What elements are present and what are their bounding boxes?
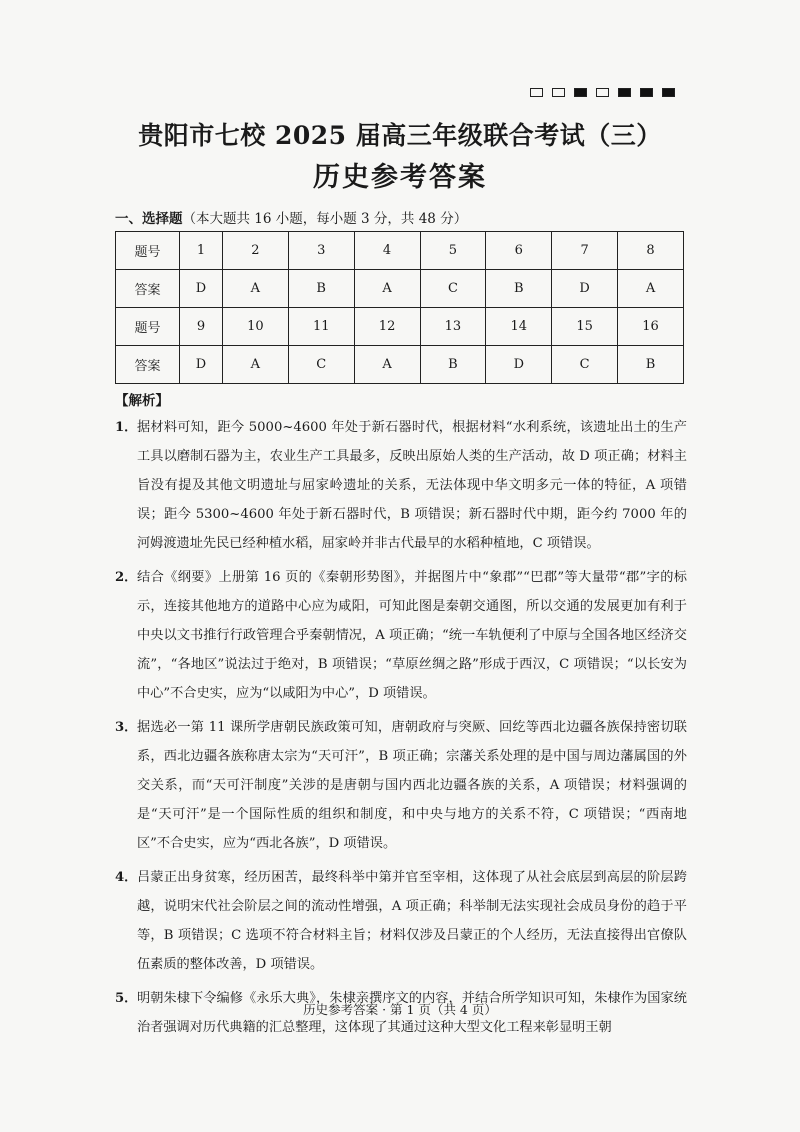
table-row — [116, 308, 684, 346]
analysis-item — [115, 863, 687, 979]
section-prefix: 一、选择题 — [115, 211, 183, 227]
table-cell: 13 — [420, 308, 486, 346]
table-cell: 11 — [288, 308, 354, 346]
analysis-item — [115, 713, 687, 858]
table-row — [116, 232, 684, 270]
item-text: 据选必一第 11 课所学唐朝民族政策可知，唐朝政府与突厥、回纥等西北边疆各族保持密切联系，西北边疆各族称唐太宗为“天可汗”，B 项正确；宗藩关系处理的是中国与周边藩属国的外交关系，而“天可汗制度”关涉的是唐朝与国内西北边疆各族的关系，A 项错误；材料强调的是“天可汗”是一个国际性质的组织和制度，和中央与地方的关系不符，C 项错误；“西南地区”不合史实，应为“西北各族”，D 项错误。 — [137, 720, 687, 851]
answer-table — [115, 231, 684, 384]
table-cell: 3 — [288, 232, 354, 270]
item-number: 3． — [115, 720, 138, 735]
table-cell: D — [552, 270, 618, 308]
table-cell: 1 — [180, 232, 223, 270]
table-cell: 15 — [552, 308, 618, 346]
item-number: 2． — [115, 570, 138, 585]
table-cell: A — [354, 346, 420, 384]
row-label: 答案 — [116, 346, 180, 384]
table-cell: B — [618, 346, 684, 384]
table-cell: A — [222, 346, 288, 384]
page-title: 历史参考答案 — [313, 162, 487, 193]
section-heading — [115, 207, 467, 227]
row-label: 答案 — [116, 270, 180, 308]
table-cell: 7 — [552, 232, 618, 270]
item-text: 结合《纲要》上册第 16 页的《秦朝形势图》，并据图片中“象郡”“巴郡”等大量带“郡”字的标示，连接其他地方的道路中心应为咸阳，可知此图是秦朝交通图，所以交通的发展更加有利于中央以文书推行行政管理合乎秦朝情况，A 项正确；“统一车轨便利了中原与全国各地区经济交流”，“各地区”说法过于绝对，B 项错误；“草原丝绸之路”形成于西汉，C 项错误；“以长安为中心”不合史实，应为“以咸阳为中心”，D 项错误。 — [137, 570, 687, 701]
corner-code-marks — [530, 88, 675, 97]
table-cell: C — [420, 270, 486, 308]
table-cell: 5 — [420, 232, 486, 270]
table-cell: D — [486, 346, 552, 384]
table-cell: B — [486, 270, 552, 308]
empty-square-mark — [552, 88, 565, 97]
table-cell: 9 — [180, 308, 223, 346]
table-cell: A — [354, 270, 420, 308]
table-cell: 16 — [618, 308, 684, 346]
item-number: 4． — [115, 870, 138, 885]
table-row — [116, 270, 684, 308]
table-cell: D — [180, 346, 223, 384]
item-text: 明朝朱棣下令编修《永乐大典》，朱棣亲撰序文的内容，并结合所学知识可知，朱棣作为国家统治者强调对历代典籍的汇总整理，这体现了其通过这种大型文化工程来彰显明王朝 — [137, 991, 687, 1035]
analysis-item — [115, 563, 687, 708]
table-cell: A — [222, 270, 288, 308]
row-label: 题号 — [116, 232, 180, 270]
empty-square-mark — [530, 88, 543, 97]
table-cell: 8 — [618, 232, 684, 270]
item-number: 5． — [115, 991, 138, 1006]
filled-square-mark — [662, 88, 675, 97]
table-cell: 4 — [354, 232, 420, 270]
exam-title: 贵阳市七校 2025 届高三年级联合考试（三） — [138, 121, 662, 150]
table-cell: 2 — [222, 232, 288, 270]
analysis-heading: 【解析】 — [115, 393, 169, 409]
row-label: 题号 — [116, 308, 180, 346]
table-cell: 6 — [486, 232, 552, 270]
table-cell: 12 — [354, 308, 420, 346]
table-cell: C — [288, 346, 354, 384]
table-cell: A — [618, 270, 684, 308]
section-note: （本大题共 16 小题，每小题 3 分，共 48 分） — [182, 211, 468, 227]
filled-square-mark — [640, 88, 653, 97]
analysis-list — [115, 413, 687, 1047]
table-cell: B — [288, 270, 354, 308]
table-cell: 10 — [222, 308, 288, 346]
table-cell: D — [180, 270, 223, 308]
table-cell: C — [552, 346, 618, 384]
analysis-item — [115, 413, 687, 558]
filled-square-mark — [574, 88, 587, 97]
item-text: 吕蒙正出身贫寒，经历困苦，最终科举中第并官至宰相，这体现了从社会底层到高层的阶层跨越，说明宋代社会阶层之间的流动性增强，A 项正确；科举制无法实现社会成员身份的趋于平等，B 项错误；C 选项不符合材料主旨；材料仅涉及吕蒙正的个人经历，无法直接得出官僚队伍素质的整体改善，D 项错误。 — [137, 870, 687, 972]
empty-square-mark — [596, 88, 609, 97]
table-cell: 14 — [486, 308, 552, 346]
page-footer: 历史参考答案 · 第 1 页（共 4 页） — [303, 1002, 497, 1017]
table-cell: B — [420, 346, 486, 384]
table-row — [116, 346, 684, 384]
item-number: 1． — [115, 420, 138, 435]
filled-square-mark — [618, 88, 631, 97]
item-text: 据材料可知，距今 5000~4600 年处于新石器时代，根据材料“水利系统，该遗址出土的生产工具以磨制石器为主，农业生产工具最多，反映出原始人类的生产活动，故 D 项正确；材料主旨没有提及其他文明遗址与屈家岭遗址的关系，无法体现中华文明多元一体的特征，A 项错误；距今 5300~4600 年处于新石器时代，B 项错误；新石器时代中期，距今约 7000 年的河姆渡遗址先民已经种植水稻，屈家岭并非古代最早的水稻种植地，C 项错误。 — [137, 420, 687, 551]
